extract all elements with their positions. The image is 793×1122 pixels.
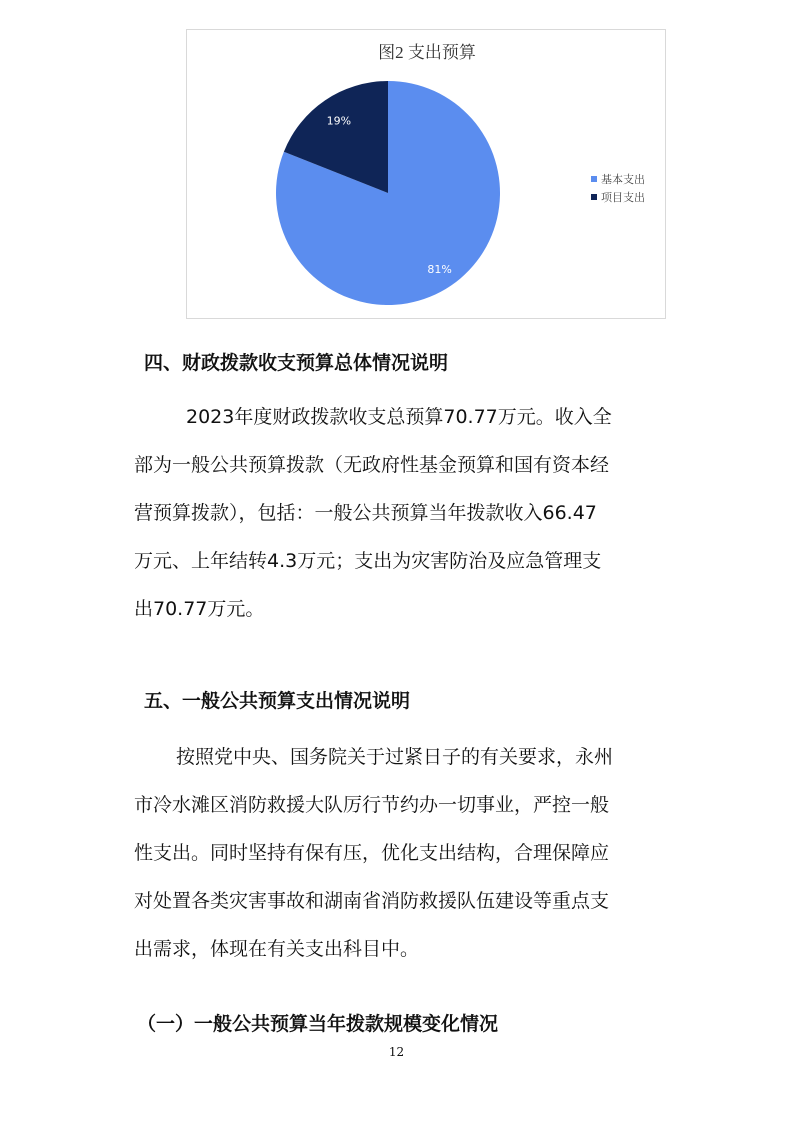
paragraph-line: 万元、上年结转4.3万元；支出为灾害防治及应急管理支: [134, 550, 602, 572]
legend-swatch-project: [591, 194, 597, 200]
paragraph-line: 部为一般公共预算拨款（无政府性基金预算和国有资本经: [134, 454, 610, 476]
paragraph-line: 出需求，体现在有关支出科目中。: [134, 938, 420, 960]
pie-chart: [186, 29, 666, 319]
legend-label-basic: 基本支出: [601, 173, 645, 186]
pie-slice-label-basic: 81%: [427, 263, 452, 276]
paragraph-line: 市冷水滩区消防救援大队厉行节约办一切事业，严控一般: [134, 794, 610, 816]
page-number: 12: [388, 1045, 405, 1059]
chart-title: 图2 支出预算: [378, 43, 476, 62]
section4-heading: 四、财政拨款收支预算总体情况说明: [144, 352, 449, 374]
paragraph-line: 按照党中央、国务院关于过紧日子的有关要求，永州: [176, 746, 614, 768]
legend-label-project: 项目支出: [601, 191, 645, 204]
paragraph-line: 性支出。同时坚持有保有压，优化支出结构，合理保障应: [134, 842, 610, 864]
pie-slice-label-project: 19%: [326, 114, 352, 128]
pie-chart-svg: [187, 30, 667, 320]
paragraph-line: 2023年度财政拨款收支总预算70.77万元。收入全: [186, 406, 612, 428]
section5-heading: 五、一般公共预算支出情况说明: [144, 690, 411, 712]
paragraph-line: 出70.77万元。: [134, 598, 265, 620]
paragraph-line: 对处置各类灾害事故和湖南省消防救援队伍建设等重点支: [134, 890, 610, 912]
paragraph-line: 营预算拨款），包括：一般公共预算当年拨款收入66.47: [134, 502, 597, 524]
section4-paragraph: [134, 393, 669, 633]
legend-swatch-basic: [591, 176, 597, 182]
subsection1-heading: （一）一般公共预算当年拨款规模变化情况: [137, 1013, 499, 1035]
section5-paragraph: [134, 733, 669, 973]
